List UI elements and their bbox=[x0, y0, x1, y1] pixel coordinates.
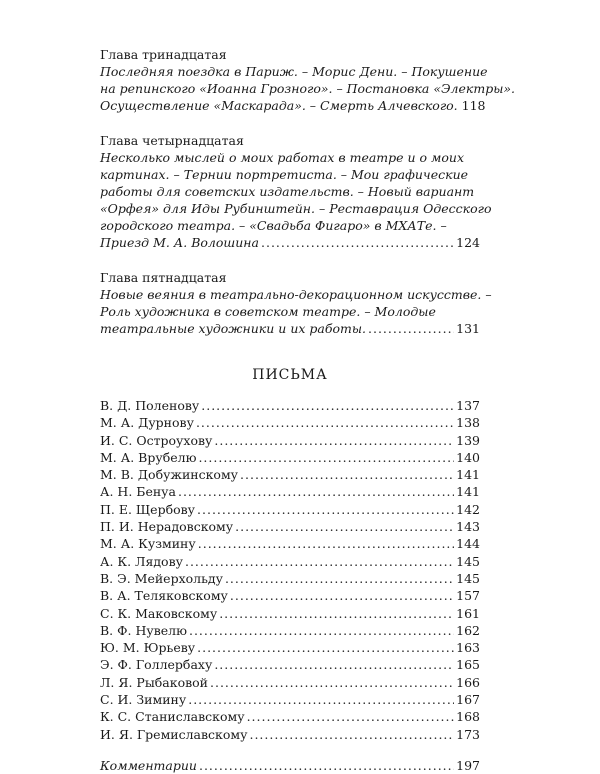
letter-row bbox=[100, 397, 480, 414]
leader-dots bbox=[261, 234, 454, 251]
page-number: 143 bbox=[456, 519, 480, 535]
comments-row bbox=[100, 757, 480, 774]
page-number: 131 bbox=[456, 321, 480, 336]
letter-recipient: В. А. Теляковскому bbox=[100, 588, 228, 604]
leader-dots bbox=[225, 570, 454, 587]
letter-row bbox=[100, 501, 480, 518]
leader-dots bbox=[199, 757, 454, 774]
leader-dots bbox=[198, 449, 454, 466]
chapter-line: Несколько мыслей о моих работах в театре и о моих bbox=[100, 150, 465, 165]
letter-recipient: М. А. Кузмину bbox=[100, 536, 196, 552]
page-number: 139 bbox=[456, 432, 480, 448]
page-number: 124 bbox=[456, 235, 480, 250]
page-number: 144 bbox=[456, 536, 480, 552]
letter-row bbox=[100, 622, 480, 639]
letter-row bbox=[100, 587, 480, 604]
leader-dots bbox=[197, 639, 454, 656]
letter-row bbox=[100, 466, 480, 483]
letters-heading: ПИСЬМА bbox=[252, 367, 328, 383]
chapter-line: Роль художника в советском театре. – Молодые bbox=[100, 304, 436, 319]
chapter-title: Глава тринадцатая bbox=[100, 47, 227, 62]
chapter-line: на репинского «Иоанна Грозного». – Постановка «Электры». bbox=[100, 81, 516, 96]
page-number: 166 bbox=[456, 674, 480, 690]
chapter-line: Новые веяния в театрально-декорационном искусстве. – bbox=[100, 287, 492, 302]
letter-row bbox=[100, 449, 480, 466]
letter-row bbox=[100, 639, 480, 656]
letter-row bbox=[100, 656, 480, 673]
page-number: 137 bbox=[456, 398, 480, 413]
letter-recipient: П. И. Нерадовскому bbox=[100, 519, 234, 535]
letter-recipient: И. С. Остроухову bbox=[100, 432, 213, 448]
chapter-title: Глава пятнадцатая bbox=[100, 270, 227, 285]
page-number: 165 bbox=[456, 657, 480, 673]
letters-list bbox=[100, 397, 480, 743]
leader-dots bbox=[201, 397, 454, 414]
leader-dots bbox=[210, 674, 454, 691]
page-number: 162 bbox=[456, 622, 480, 638]
page-number: 173 bbox=[456, 726, 480, 742]
chapter-line: работы для советских издательств. – Новый вариант bbox=[100, 184, 475, 199]
chapter-last-line bbox=[100, 320, 480, 337]
letter-row bbox=[100, 414, 480, 431]
chapter-last-line bbox=[100, 97, 486, 114]
page-number: 141 bbox=[456, 467, 480, 483]
chapter-14 bbox=[100, 132, 492, 251]
letter-row bbox=[100, 570, 480, 587]
page-number: 140 bbox=[456, 449, 480, 465]
leader-dots bbox=[230, 587, 454, 604]
letter-row bbox=[100, 432, 480, 449]
letter-row bbox=[100, 691, 480, 708]
letter-recipient: А. К. Лядову bbox=[100, 553, 183, 569]
page-number: 145 bbox=[456, 553, 480, 569]
leader-dots bbox=[219, 605, 454, 622]
letter-recipient: И. Я. Гремиславскому bbox=[100, 726, 248, 742]
letter-recipient: М. А. Врубелю bbox=[100, 449, 197, 465]
chapter-line: городского театра. – «Свадьба Фигаро» в МХАТе. – bbox=[100, 218, 447, 233]
letter-row bbox=[100, 483, 480, 500]
letter-recipient: Ю. М. Юрьеву bbox=[100, 640, 196, 656]
page-number: 161 bbox=[456, 605, 480, 621]
page-number: 142 bbox=[456, 501, 480, 517]
letter-recipient: В. Д. Поленову bbox=[100, 398, 200, 413]
chapter-line: Приезд М. А. Волошина bbox=[100, 235, 259, 250]
chapter-13 bbox=[100, 46, 516, 114]
letter-row bbox=[100, 708, 480, 725]
chapter-last-line bbox=[100, 234, 480, 251]
leader-dots bbox=[178, 483, 454, 500]
page-number: 145 bbox=[456, 570, 480, 586]
chapter-15 bbox=[100, 269, 492, 337]
letter-recipient: С. И. Зимину bbox=[100, 692, 187, 708]
page-number: 168 bbox=[456, 709, 480, 725]
page-number: 138 bbox=[456, 415, 480, 431]
letter-recipient: М. В. Добужинскому bbox=[100, 467, 239, 483]
page-number: 167 bbox=[456, 692, 480, 708]
chapter-line: Осуществление «Маскарада». – Смерть Алчевского. bbox=[100, 98, 458, 113]
page-number: 157 bbox=[456, 588, 480, 604]
leader-dots bbox=[240, 466, 454, 483]
leader-dots bbox=[235, 518, 454, 535]
chapter-line: Последняя поездка в Париж. – Морис Дени. – Покушение bbox=[100, 64, 488, 79]
letter-recipient: П. Е. Щербову bbox=[100, 501, 196, 517]
leader-dots bbox=[198, 535, 454, 552]
leader-dots bbox=[197, 501, 454, 518]
chapter-title: Глава четырнадцатая bbox=[100, 133, 244, 148]
letter-recipient: В. Ф. Нувелю bbox=[100, 622, 187, 638]
page-number: 141 bbox=[456, 484, 480, 500]
chapter-line: картинах. – Тернии портретиста. – Мои графические bbox=[100, 167, 469, 182]
letter-recipient: М. А. Дурнову bbox=[100, 415, 194, 431]
leader-dots bbox=[188, 691, 454, 708]
leader-dots bbox=[185, 553, 454, 570]
leader-dots bbox=[196, 414, 454, 431]
toc-page bbox=[100, 46, 516, 774]
leader-dots bbox=[247, 708, 455, 725]
letter-recipient: С. К. Маковскому bbox=[100, 605, 218, 621]
leader-dots bbox=[214, 432, 454, 449]
comments-label: Комментарии bbox=[100, 757, 197, 773]
letter-row bbox=[100, 553, 480, 570]
page-number: 118 bbox=[461, 98, 486, 113]
leader-dots bbox=[249, 726, 454, 743]
letter-recipient: А. Н. Бенуа bbox=[100, 484, 176, 500]
letter-row bbox=[100, 674, 480, 691]
leader-dots bbox=[368, 320, 454, 337]
letter-row bbox=[100, 535, 480, 552]
letter-recipient: Л. Я. Рыбаковой bbox=[100, 674, 208, 690]
letter-recipient: К. С. Станиславскому bbox=[100, 709, 245, 725]
leader-dots bbox=[214, 656, 454, 673]
leader-dots bbox=[189, 622, 454, 639]
letter-row bbox=[100, 726, 480, 743]
chapter-line: театральные художники и их работы. bbox=[100, 321, 367, 336]
letter-recipient: В. Э. Мейерхольду bbox=[100, 570, 223, 586]
page-number: 197 bbox=[456, 757, 480, 773]
letter-row bbox=[100, 518, 480, 535]
letter-recipient: Э. Ф. Голлербаху bbox=[100, 657, 213, 673]
page-number: 163 bbox=[456, 640, 480, 656]
letter-row bbox=[100, 605, 480, 622]
chapter-line: «Орфея» для Иды Рубинштейн. – Реставрация Одесского bbox=[100, 201, 492, 216]
